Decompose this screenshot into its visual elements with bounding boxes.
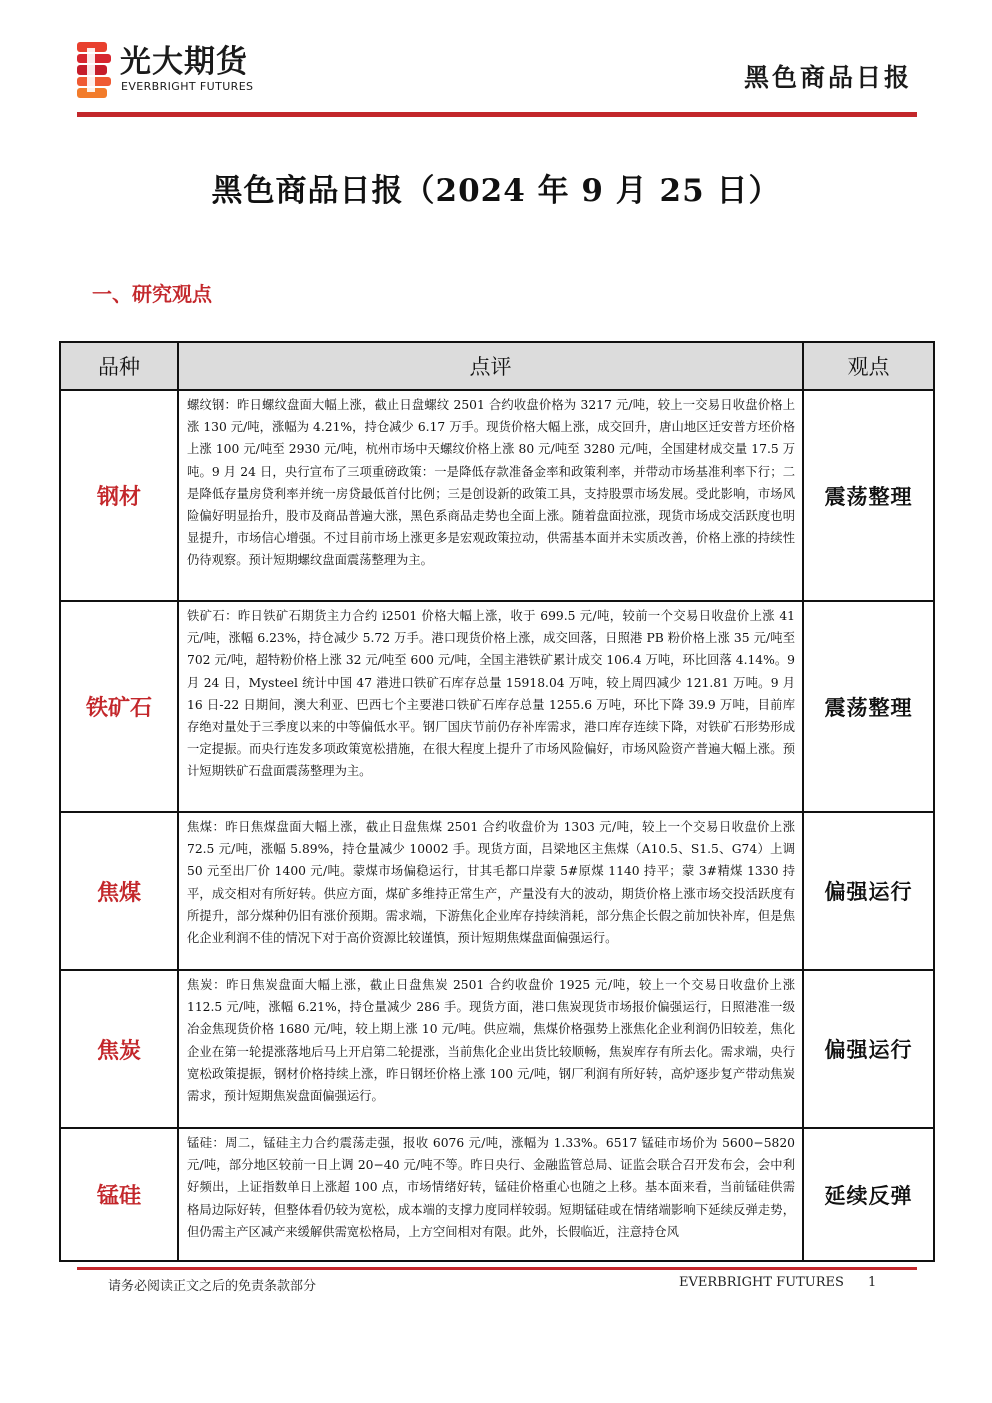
footer-brand: EVERBRIGHT FUTURES bbox=[679, 1275, 844, 1290]
disclaimer-note: 请务必阅读正文之后的免责条款部分 bbox=[108, 1279, 317, 1294]
everbright-logo-icon bbox=[77, 42, 113, 98]
header-comment: 点评 bbox=[178, 342, 803, 390]
page-number: 1 bbox=[868, 1275, 877, 1290]
view-cell: 延续反弹 bbox=[803, 1128, 934, 1261]
view-cell: 震荡整理 bbox=[803, 601, 934, 812]
variety-cell: 锰硅 bbox=[60, 1128, 178, 1261]
table-header-row bbox=[60, 342, 934, 390]
footer-divider bbox=[77, 1267, 917, 1270]
view-cell: 偏强运行 bbox=[803, 812, 934, 970]
variety-cell: 铁矿石 bbox=[60, 601, 178, 812]
company-logo-text: 光大期货 bbox=[120, 44, 248, 80]
comment-cell: 焦炭：昨日焦炭盘面大幅上涨，截止日盘焦炭 2501 合约收盘价 1925 元/吨，较上一个交易日收盘价上涨 112.5 元/吨，涨幅 6.21%，持仓量减少 286 手。现货方面，港口焦炭现货市场报价偏强运行，日照港准一级冶金焦现货价格 1680 元/吨，较上期上涨 10 元/吨。供应端，焦煤价格强势上涨焦化企业利润仍旧较差，焦化企业在第一轮提涨落地后马上开启第二轮提涨，当前焦化企业出货比较顺畅，焦炭库存有所去化。需求端，央行宽松政策提振，钢材价格持续上涨，昨日钢坯价格上涨 100 元/吨，钢厂利润有所好转，高炉逐步复产带动焦炭需求，预计短期焦炭盘面偏强运行。 bbox=[178, 970, 803, 1128]
header-divider bbox=[77, 112, 917, 117]
comment-cell: 螺纹钢：昨日螺纹盘面大幅上涨，截止日盘螺纹 2501 合约收盘价格为 3217 元/吨，较上一交易日收盘价格上涨 130 元/吨，涨幅为 4.21%，持仓减少 6.17 万手。现货价格大幅上涨，成交回升，唐山地区迁安普方坯价格上涨 100 元/吨至 2930 元/吨，杭州市场中天螺纹价格上涨 80 元/吨至 3280 元/吨，全国建材成交量 17.5 万吨。9 月 24 日，央行宣布了三项重磅政策：一是降低存款准备金率和政策利率，并带动市场基准利率下行；二是降低存量房贷利率并统一房贷最低首付比例；三是创设新的政策工具，支持股票市场发展。受此影响，市场风险偏好明显抬升，股市及商品普遍大涨，黑色系商品走势也全面上涨。随着盘面拉涨，现货市场成交活跃度也明显提升，市场信心增强。不过目前市场上涨更多是宏观政策拉动，供需基本面并未实质改善，价格上涨的持续性仍待观察。预计短期螺纹盘面震荡整理为主。 bbox=[178, 390, 803, 601]
variety-cell: 焦煤 bbox=[60, 812, 178, 970]
table-row bbox=[60, 390, 934, 601]
table-row bbox=[60, 1128, 934, 1261]
view-cell: 偏强运行 bbox=[803, 970, 934, 1128]
document-title: 黑色商品日报（2024 年 9 月 25 日） bbox=[211, 173, 781, 209]
variety-cell: 焦炭 bbox=[60, 970, 178, 1128]
comment-cell: 焦煤：昨日焦煤盘面大幅上涨，截止日盘焦煤 2501 合约收盘价为 1303 元/吨，较上一个交易日收盘价上涨 72.5 元/吨，涨幅 5.89%，持仓量减少 10002 手。现货方面，吕梁地区主焦煤（A10.5、S1.5、G74）上调 50 元至出厂价 1400 元/吨。蒙煤市场偏稳运行，甘其毛都口岸蒙 5#原煤 1140 持平；蒙 3#精煤 1330 持平，成交相对有所好转。供应方面，煤矿多维持正常生产，产量没有大的波动，期货价格上涨市场交投活跃度有所提升，部分煤种仍旧有涨价预期。需求端，下游焦化企业库存持续消耗，部分焦企长假之前加快补库，但是焦化企业利润不佳的情况下对于高价资源比较谨慎，预计短期焦煤盘面偏强运行。 bbox=[178, 812, 803, 970]
view-cell: 震荡整理 bbox=[803, 390, 934, 601]
table-row bbox=[60, 601, 934, 812]
research-view-table bbox=[59, 341, 935, 1262]
table-row bbox=[60, 970, 934, 1128]
company-logo-english: EVERBRIGHT FUTURES bbox=[121, 80, 254, 93]
comment-cell: 锰硅：周二，锰硅主力合约震荡走强，报收 6076 元/吨，涨幅为 1.33%。6517 锰硅市场价为 5600−5820 元/吨，部分地区较前一日上调 20−40 元/吨不等。昨日央行、金融监管总局、证监会联合召开发布会，会中利好频出，上证指数单日上涨超 100 点，市场情绪好转，锰硅价格重心也随之上移。基本面来看，当前锰硅供需格局边际好转，但整体看仍较为宽松，成本端的支撑力度同样较弱。短期锰硅或在情绪端影响下延续反弹走势，但仍需主产区减产来缓解供需宽松格局，上方空间相对有限。此外，长假临近，注意持仓风 bbox=[178, 1128, 803, 1261]
header-view: 观点 bbox=[803, 342, 934, 390]
header-variety: 品种 bbox=[60, 342, 178, 390]
section-heading: 一、研究观点 bbox=[92, 282, 212, 306]
table-row bbox=[60, 812, 934, 970]
comment-cell: 铁矿石：昨日铁矿石期货主力合约 i2501 价格大幅上涨，收于 699.5 元/吨，较前一个交易日收盘价上涨 41 元/吨，涨幅 6.23%，持仓减少 5.72 万手。港口现货价格上涨，成交回落，日照港 PB 粉价格上涨 35 元/吨至 702 元/吨，超特粉价格上涨 32 元/吨至 600 元/吨，全国主港铁矿累计成交 106.4 万吨，环比回落 4.14%。9 月 24 日，Mysteel 统计中国 47 港进口铁矿石库存总量 15918.04 万吨，较上周四减少 121.81 万吨。9 月 16 日-22 日期间，澳大利亚、巴西七个主要港口铁矿石库存总量 1255.6 万吨，环比下降 39.9 万吨，目前库存绝对量处于三季度以来的中等偏低水平。钢厂国庆节前仍存补库需求，港口库存连续下降，对铁矿石形势形成一定提振。而央行连发多项政策宽松措施，在很大程度上提升了市场风险偏好，市场风险资产普遍大幅上涨。预计短期铁矿石盘面震荡整理为主。 bbox=[178, 601, 803, 812]
variety-cell: 钢材 bbox=[60, 390, 178, 601]
report-name: 黑色商品日报 bbox=[743, 63, 912, 92]
